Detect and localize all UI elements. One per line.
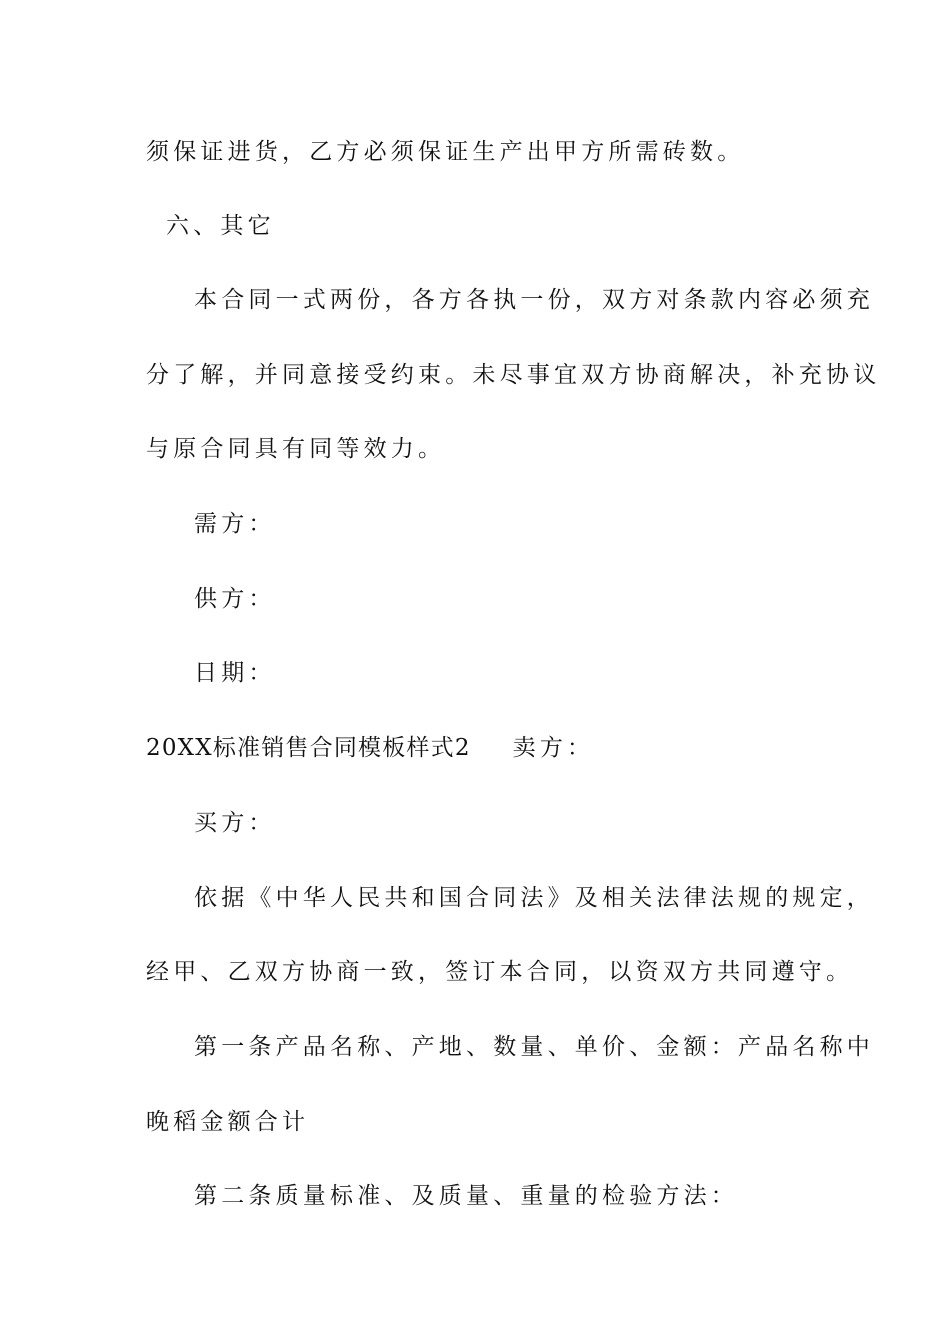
paragraph-line: 分了解，并同意接受约束。未尽事宜双方协商解决，补充协议: [146, 362, 881, 388]
article-one-line: 第一条产品名称、产地、数量、单价、金额：产品名称中: [194, 1034, 874, 1060]
section-heading-other: 六、其它: [166, 213, 275, 239]
seller-label: 卖方：: [512, 735, 595, 761]
buyer-label: 买方：: [194, 810, 276, 836]
paragraph-line: 依据《中华人民共和国合同法》及相关法律法规的规定，: [194, 885, 874, 911]
paragraph-line: 晚稻金额合计: [146, 1109, 310, 1135]
article-two-line: 第二条质量标准、及质量、重量的检验方法：: [194, 1183, 738, 1209]
supply-party-label: 供方：: [194, 586, 276, 612]
paragraph-line: 须保证进货，乙方必须保证生产出甲方所需砖数。: [146, 139, 745, 165]
date-label: 日期：: [194, 660, 276, 686]
contract-title-line: [146, 733, 806, 763]
paragraph-line: 本合同一式两份，各方各执一份，双方对条款内容必须充: [194, 287, 874, 313]
paragraph-line: 与原合同具有同等效力。: [146, 436, 446, 462]
paragraph-line: 经甲、乙双方协商一致，签订本合同，以资双方共同遵守。: [146, 959, 854, 985]
demand-party-label: 需方：: [194, 511, 276, 537]
contract-title: 20XX标准销售合同模板样式2: [146, 735, 471, 761]
